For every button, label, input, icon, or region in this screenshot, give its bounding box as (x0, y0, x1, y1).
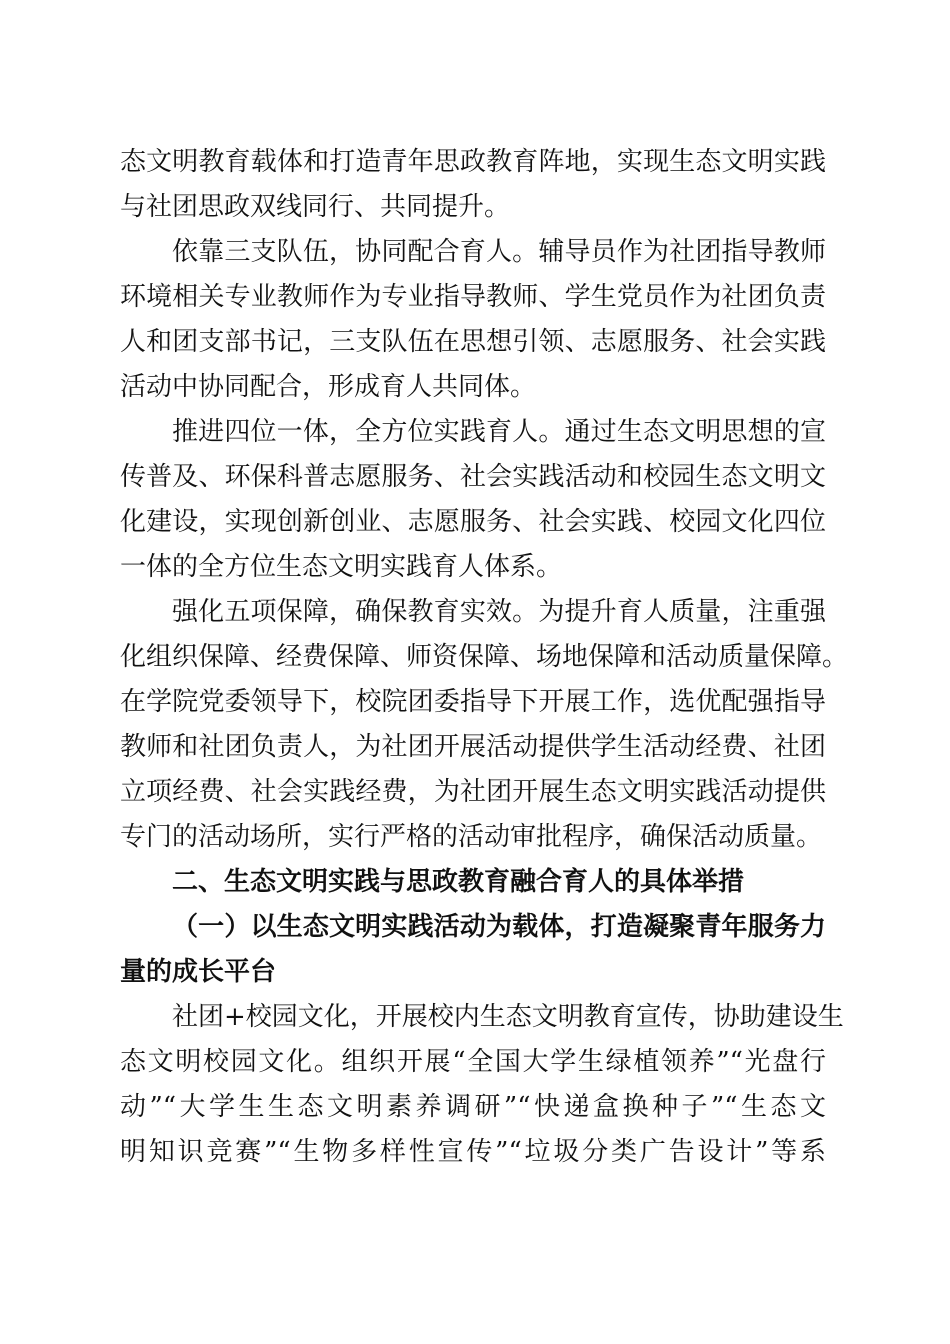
text-line: 社团+校园文化，开展校内生态文明教育宣传，协助建设生 (172, 1002, 844, 1032)
text-line: 一体的全方位生态文明实践育人体系。 (120, 552, 563, 582)
text-line: 强化五项保障，确保教育实效。为提升育人质量，注重强 (172, 597, 826, 627)
text-line: 化组织保障、经费保障、师资保障、场地保障和活动质量保障。 (120, 642, 849, 672)
text-line: 立项经费、社会实践经费，为社团开展生态文明实践活动提供 (120, 777, 826, 807)
paragraph (120, 230, 826, 410)
paragraph (120, 140, 826, 230)
text-line: 与社团思政双线同行、共同提升。 (120, 192, 511, 222)
text-line: 态文明教育载体和打造青年思政教育阵地，实现生态文明实践 (120, 147, 826, 177)
text-line: 态文明校园文化。组织开展“全国大学生绿植领养”“光盘行 (120, 1047, 826, 1077)
text-line: （一）以生态文明实践活动为载体，打造凝聚青年服务力 (172, 912, 826, 942)
text-line: 活动中协同配合，形成育人共同体。 (120, 372, 537, 402)
text-line: 教师和社团负责人，为社团开展活动提供学生活动经费、社团 (120, 732, 826, 762)
document-body (120, 140, 849, 1175)
text-line: 传普及、环保科普志愿服务、社会实践活动和校园生态文明文 (120, 462, 826, 492)
text-line: 依靠三支队伍，协同配合育人。辅导员作为社团指导教师 (172, 237, 826, 267)
text-line: 环境相关专业教师作为专业指导教师、学生党员作为社团负责 (120, 282, 826, 312)
text-line: 明知识竞赛”“生物多样性宣传”“垃圾分类广告设计”等系 (120, 1137, 826, 1167)
paragraph (120, 590, 849, 860)
subsection-heading (120, 905, 826, 995)
text-line: 推进四位一体，全方位实践育人。通过生态文明思想的宣 (172, 417, 826, 447)
text-line: 量的成长平台 (120, 957, 277, 987)
text-line: 人和团支部书记，三支队伍在思想引领、志愿服务、社会实践 (120, 327, 826, 357)
paragraph (120, 410, 826, 590)
text-line: 二、生态文明实践与思政教育融合育人的具体举措 (172, 867, 745, 897)
text-line: 化建设，实现创新创业、志愿服务、社会实践、校园文化四位 (120, 507, 826, 537)
text-line: 专门的活动场所，实行严格的活动审批程序，确保活动质量。 (120, 822, 823, 852)
section-heading (120, 860, 826, 905)
paragraph (120, 995, 844, 1175)
text-line: 在学院党委领导下，校院团委指导下开展工作，选优配强指导 (120, 687, 826, 717)
text-line: 动”“大学生生态文明素养调研”“快递盒换种子”“生态文 (120, 1092, 826, 1122)
